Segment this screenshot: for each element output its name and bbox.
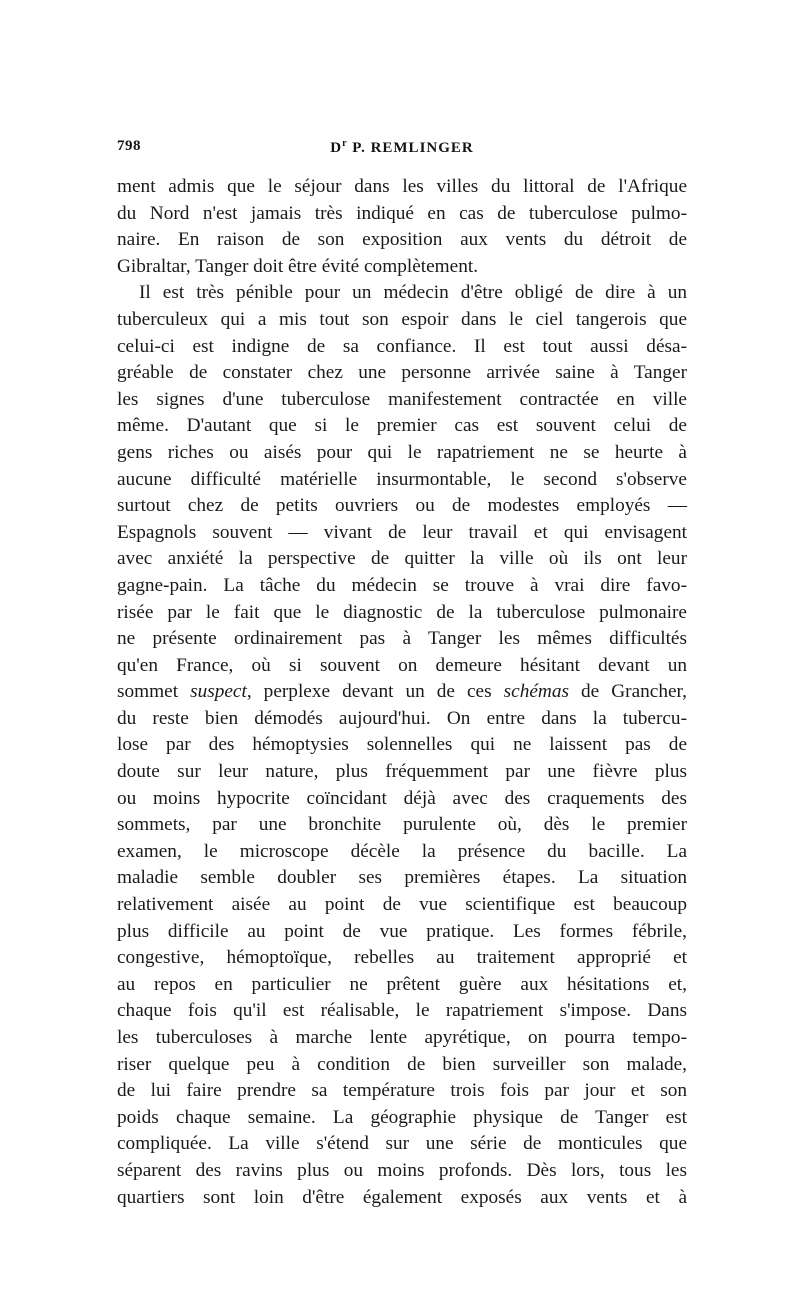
text-line: ment admis que le séjour dans les villes du littoral de l'Afrique bbox=[117, 176, 687, 197]
text-line: Espagnols souvent — vivant de leur travail et qui envisagent bbox=[117, 521, 687, 543]
text-line: gréable de constater chez une personne arrivée saine à Tanger bbox=[117, 362, 687, 384]
text-line: de lui faire prendre sa température trois fois par jour et son bbox=[117, 1080, 687, 1102]
text-line: riser quelque peu à condition de bien surveiller son malade, bbox=[117, 1053, 687, 1075]
italic-term: schémas bbox=[503, 681, 569, 703]
text-line: chaque fois qu'il est réalisable, le rapatriement s'impose. Dans bbox=[117, 1000, 687, 1022]
body-text bbox=[117, 174, 687, 1211]
text-line: les tuberculoses à marche lente apyrétique, on pourra tempo- bbox=[117, 1027, 687, 1048]
paragraph-continuation bbox=[117, 174, 687, 280]
text-line: doute sur leur nature, plus fréquemment par une fièvre plus bbox=[117, 761, 687, 783]
text-line: aucune difficulté matérielle insurmontable, le second s'observe bbox=[117, 468, 687, 490]
running-head-author: P. REMLINGER bbox=[347, 140, 474, 156]
text-line: les signes d'une tuberculose manifestement contractée en ville bbox=[117, 388, 687, 410]
text-line: sommet suspect, perplexe devant un de ces schémas de Grancher, bbox=[117, 681, 688, 703]
running-head-initial: D bbox=[330, 140, 343, 156]
paragraph-main bbox=[117, 280, 687, 1211]
text-line: gagne-pain. La tâche du médecin se trouve à vrai dire favo- bbox=[117, 574, 687, 596]
text-line: relativement aisée au point de vue scientifique est beaucoup bbox=[117, 894, 687, 916]
italic-term: suspect bbox=[190, 681, 247, 703]
text-line: sommets, par une bronchite purulente où, dès le premier bbox=[117, 814, 687, 836]
page-number: 798 bbox=[117, 138, 141, 154]
text-line: ou moins hypocrite coïncidant déjà avec des craquements des bbox=[117, 787, 687, 809]
text-line: congestive, hémoptoïque, rebelles au traitement approprié et bbox=[117, 947, 687, 969]
page-header bbox=[117, 138, 687, 162]
text-line: poids chaque semaine. La géographie physique de Tanger est bbox=[117, 1106, 687, 1128]
text-line: Gibraltar, Tanger doit être évité complètement. bbox=[117, 255, 479, 277]
text-line: compliquée. La ville s'étend sur une série de monticules que bbox=[117, 1133, 687, 1155]
text-line: séparent des ravins plus ou moins profonds. Dès lors, tous les bbox=[117, 1159, 687, 1181]
text-line: ne présente ordinairement pas à Tanger les mêmes difficultés bbox=[117, 628, 687, 650]
text-line: gens riches ou aisés pour qui le rapatriement ne se heurte à bbox=[117, 441, 687, 463]
text-line: risée par le fait que le diagnostic de la tuberculose pulmonaire bbox=[117, 601, 687, 623]
text-line: au repos en particulier ne prêtent guère aux hésitations et, bbox=[117, 973, 687, 995]
text-line: surtout chez de petits ouvriers ou de modestes employés — bbox=[117, 495, 687, 517]
text-line: naire. En raison de son exposition aux vents du détroit de bbox=[117, 229, 687, 251]
text-line: du reste bien démodés aujourd'hui. On entre dans la tubercu- bbox=[117, 707, 687, 729]
text-line: tuberculeux qui a mis tout son espoir dans le ciel tangerois que bbox=[117, 308, 687, 330]
text-line: avec anxiété la perspective de quitter la ville où ils ont leur bbox=[117, 548, 687, 570]
text-line: plus difficile au point de vue pratique. Les formes fébrile, bbox=[117, 920, 687, 942]
text-line: celui-ci est indigne de sa confiance. Il est tout aussi désa- bbox=[117, 335, 687, 357]
text-line: examen, le microscope décèle la présence du bacille. La bbox=[117, 840, 687, 862]
running-head bbox=[117, 138, 687, 157]
text-line: Il est très pénible pour un médecin d'être obligé de dire à un bbox=[139, 282, 687, 304]
text-line: quartiers sont loin d'être également exposés aux vents et à bbox=[117, 1186, 687, 1208]
text-line: maladie semble doubler ses premières étapes. La situation bbox=[117, 867, 687, 889]
running-head-superscript: r bbox=[342, 138, 348, 149]
text-line: du Nord n'est jamais très indiqué en cas de tuberculose pulmo- bbox=[117, 202, 687, 224]
text-line: qu'en France, où si souvent on demeure hésitant devant un bbox=[117, 654, 687, 676]
text-line: même. D'autant que si le premier cas est souvent celui de bbox=[117, 415, 687, 437]
text-line: lose par des hémoptysies solennelles qui ne laissent pas de bbox=[117, 734, 687, 756]
